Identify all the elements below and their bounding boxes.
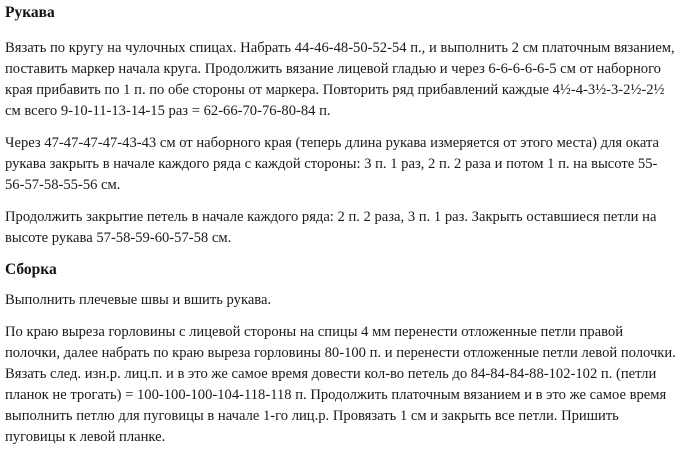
paragraph-sleeves-cast-on: Вязать по кругу на чулочных спицах. Набрать 44-46-48-50-52-54 п., и выполнить 2 см платочным вязанием, поставить маркер начала круга. Продолжить вязание лицевой гладью и через 6-6-6-6-6-5 см от наборного края прибавить по 1 п. по обе стороны от маркера. Повторить ряд прибавлений каждые 4½-4-3½-3-2½-2½ см всего 9-10-11-13-14-15 раз = 62-66-70-76-80-84 п. <box>5 40 675 119</box>
paragraph-neckline-band: По краю выреза горловины с лицевой стороны на спицы 4 мм перенести отложенные петли правой полочки, далее набрать по краю выреза горловины 80-100 п. и перенести отложенные петли левой полочки. Вязать след. изн.р. лиц.п. и в это же самое время довести кол-во петель до 84-84-84-88-102-102 п. (петли планок не трогать) = 100-100-100-104-118-118 п. Продолжить платочным вязанием и в это же самое время выполнить петлю для пуговицы в начале 1-го лиц.р. Провязать 1 см и закрыть все петли. Пришить пуговицы к левой планке. <box>5 324 676 445</box>
paragraph-assembly-seams: Выполнить плечевые швы и вшить рукава. <box>5 292 272 308</box>
section-title-assembly: Сборка <box>5 261 57 278</box>
section-title-sleeves: Рукава <box>5 4 55 21</box>
paragraph-sleeve-bind-off: Продолжить закрытие петель в начале каждого ряда: 2 п. 2 раза, 3 п. 1 раз. Закрыть оставшиеся петли на высоте рукава 57-58-59-60-57-58 см. <box>5 209 657 246</box>
paragraph-sleeve-cap: Через 47-47-47-47-43-43 см от наборного края (теперь длина рукава измеряется от этого места) для оката рукава закрыть в начале каждого ряда с каждой стороны: 3 п. 1 раз, 2 п. 2 раза и потом 1 п. на высоте 55-56-57-58-55-56 см. <box>5 135 660 193</box>
